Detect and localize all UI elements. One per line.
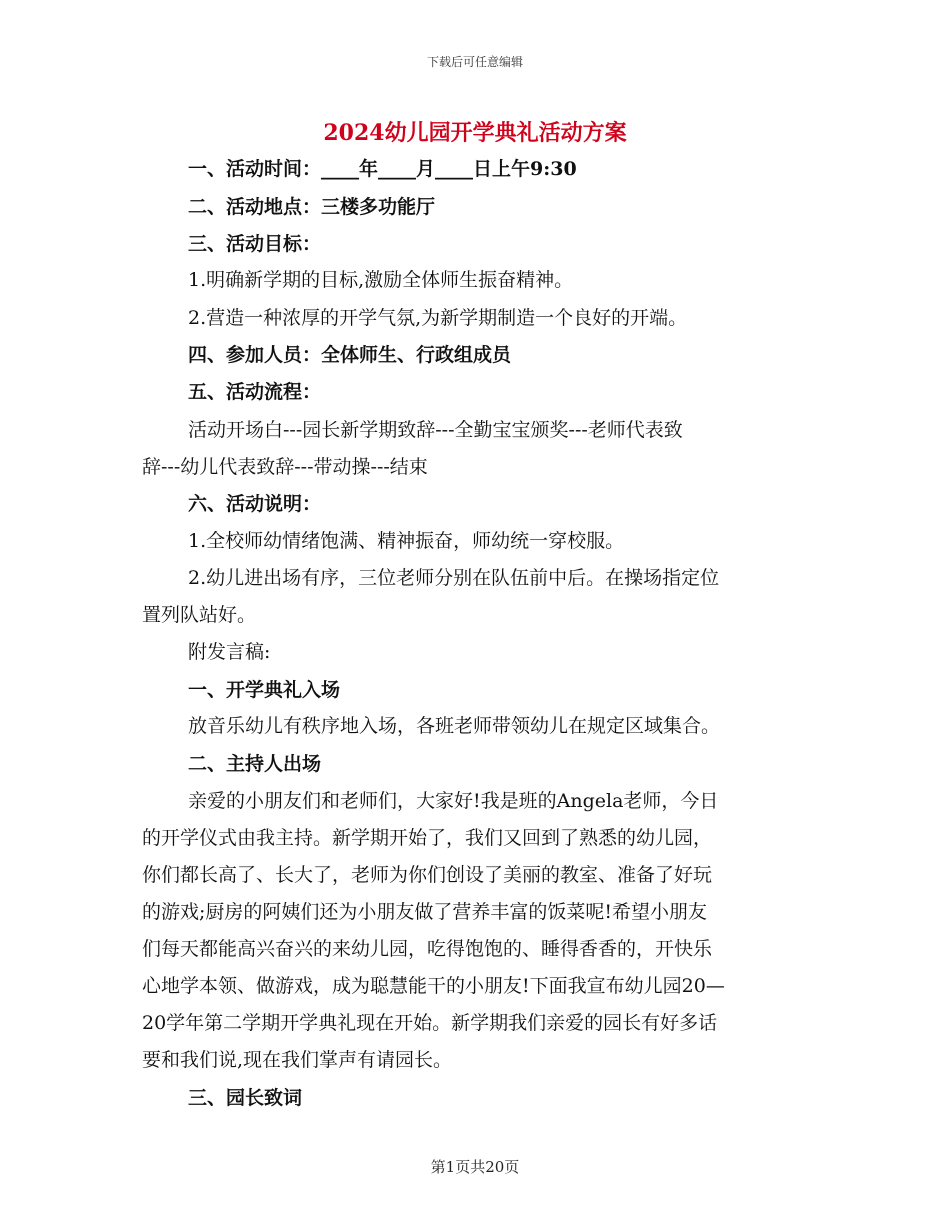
page-number: 第1页共20页 [430,1158,520,1176]
section-heading: 一、开学典礼入场 [188,679,341,701]
paragraph-line: 置列队站好。 [142,604,257,626]
paragraph-line: 要和我们说,现在我们掌声有请园长。 [142,1049,453,1071]
section-heading: 二、主持人出场 [188,753,322,775]
section-heading: 一、活动时间：____年____月____日上午9:30 [188,158,577,180]
paragraph-line: 1.明确新学期的目标,激励全体师生振奋精神。 [188,269,574,291]
section-heading: 五、活动流程： [188,381,322,403]
paragraph-line: 心地学本领、做游戏，成为聪慧能干的小朋友!下面我宣布幼儿园20— [142,975,725,997]
paragraph-line: 1.全校师幼情绪饱满、精神振奋，师幼统一穿校服。 [188,530,625,552]
section-heading: 二、活动地点：三楼多功能厅 [188,196,436,218]
paragraph-line: 附发言稿: [188,641,271,663]
paragraph-line: 你们都长高了、长大了，老师为你们创设了美丽的教室、准备了好玩 [142,864,713,886]
paragraph-line: 辞---幼儿代表致辞---带动操---结束 [142,456,428,478]
paragraph-line: 们每天都能高兴奋兴的来幼儿园，吃得饱饱的、睡得香香的，开快乐 [142,938,713,960]
paragraph-line: 的开学仪式由我主持。新学期开始了，我们又回到了熟悉的幼儿园， [142,827,713,849]
section-heading: 六、活动说明： [188,493,322,515]
paragraph-line: 2.幼儿进出场有序，三位老师分别在队伍前中后。在操场指定位 [188,567,720,589]
page-header: 下载后可任意编辑 [426,55,523,69]
section-heading: 三、活动目标： [188,233,322,255]
document-title: 2024幼儿园开学典礼活动方案 [323,120,627,146]
paragraph-line: 活动开场白---园长新学期致辞---全勤宝宝颁奖---老师代表致 [188,419,683,441]
section-heading: 三、园长致词 [188,1087,303,1109]
paragraph-line: 亲爱的小朋友们和老师们，大家好!我是班的Angela老师，今日 [188,790,719,812]
paragraph-line: 的游戏;厨房的阿姨们还为小朋友做了营养丰富的饭菜呢!希望小朋友 [142,901,708,923]
section-heading: 四、参加人员：全体师生、行政组成员 [188,344,512,366]
paragraph-line: 2.营造一种浓厚的开学气氛,为新学期制造一个良好的开端。 [188,307,688,329]
paragraph-line: 20学年第二学期开学典礼现在开始。新学期我们亲爱的园长有好多话 [142,1012,718,1034]
paragraph-line: 放音乐幼儿有秩序地入场，各班老师带领幼儿在规定区域集合。 [188,715,721,737]
